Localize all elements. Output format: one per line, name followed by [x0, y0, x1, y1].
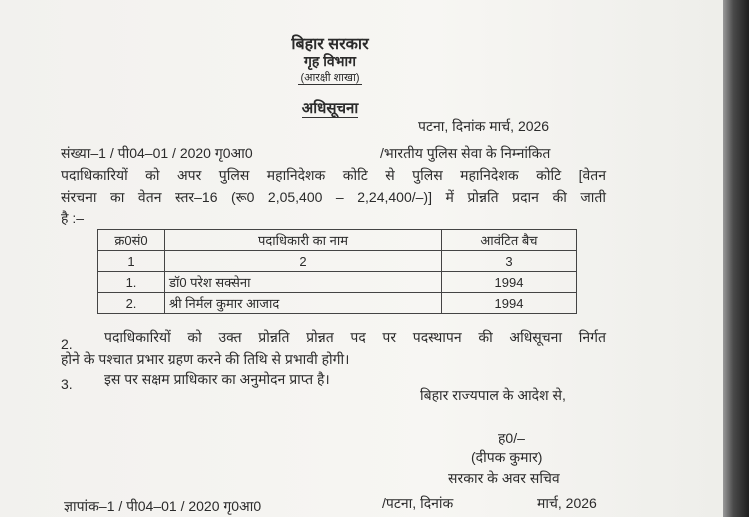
place-date: पटना, दिनांक मार्च, 2026: [418, 118, 550, 134]
table-header: पदाधिकारी का नाम: [165, 230, 442, 251]
table-numbering-row: [98, 251, 577, 272]
para2-line2: होने के पश्चात प्रभार ग्रहण करने की तिथि से प्रभावी होगी।: [61, 351, 350, 367]
para1-line3: संरचना का वेतन स्तर–16 (रू0 2,05,400 – 2,24,400/–)] में प्रोन्नति प्रदान की जाती: [61, 189, 606, 205]
table-row: [98, 272, 577, 293]
department-heading: गृह विभाग: [304, 53, 356, 69]
table-row: [98, 293, 577, 314]
notification-title: अधिसूचना: [301, 100, 359, 117]
table-cell: 2: [165, 251, 442, 272]
para3-number: 3.: [61, 376, 73, 392]
signatory-name: (दीपक कुमार): [471, 449, 543, 465]
table-cell: 2.: [98, 293, 165, 314]
para2-line1: पदाधिकारियों को उक्त प्रोन्नति प्रोन्नत पद पर पदस्थापन की अधिसूचना निर्गत: [104, 329, 606, 345]
table-header-row: [98, 230, 577, 251]
table-cell: 1994: [442, 272, 577, 293]
table-header: आवंटित बैच: [442, 230, 577, 251]
table-cell: 1994: [442, 293, 577, 314]
table-header: क्र0सं0: [98, 230, 165, 251]
para1-line2: पदाधिकारियों को अपर पुलिस महानिदेशक कोटि से पुलिस महानिदेशक कोटि [वेतन: [61, 167, 606, 183]
footer-place: /पटना, दिनांक: [382, 495, 454, 511]
signatory-designation: सरकार के अवर सचिव: [448, 470, 560, 486]
para2-number: 2.: [61, 336, 73, 352]
branch-heading: (आरक्षी शाखा): [300, 72, 360, 84]
table-cell: श्री निर्मल कुमार आजाद: [165, 293, 442, 314]
table-cell: 3: [442, 251, 577, 272]
para1-line1: /भारतीय पुलिस सेवा के निम्नांकित: [380, 145, 551, 161]
para3-text: इस पर सक्षम प्राधिकार का अनुमोदन प्राप्त है।: [104, 371, 330, 387]
govt-heading: बिहार सरकार: [291, 36, 369, 53]
page-edge-shadow: [723, 0, 749, 517]
officers-table: [97, 229, 577, 314]
table-cell: 1: [98, 251, 165, 272]
signed-mark: ह0/–: [498, 430, 525, 446]
table-cell: 1.: [98, 272, 165, 293]
memo-number: ज्ञापांक–1 / पी04–01 / 2020 गृ0आ0: [64, 498, 262, 514]
para1-line4: है :–: [61, 210, 84, 226]
footer-date: मार्च, 2026: [537, 495, 597, 511]
reference-number: संख्या–1 / पी04–01 / 2020 गृ0आ0: [61, 145, 253, 161]
table-cell: डॉ0 परेश सक्सेना: [165, 272, 442, 293]
order-line: बिहार राज्यपाल के आदेश से,: [420, 387, 566, 403]
